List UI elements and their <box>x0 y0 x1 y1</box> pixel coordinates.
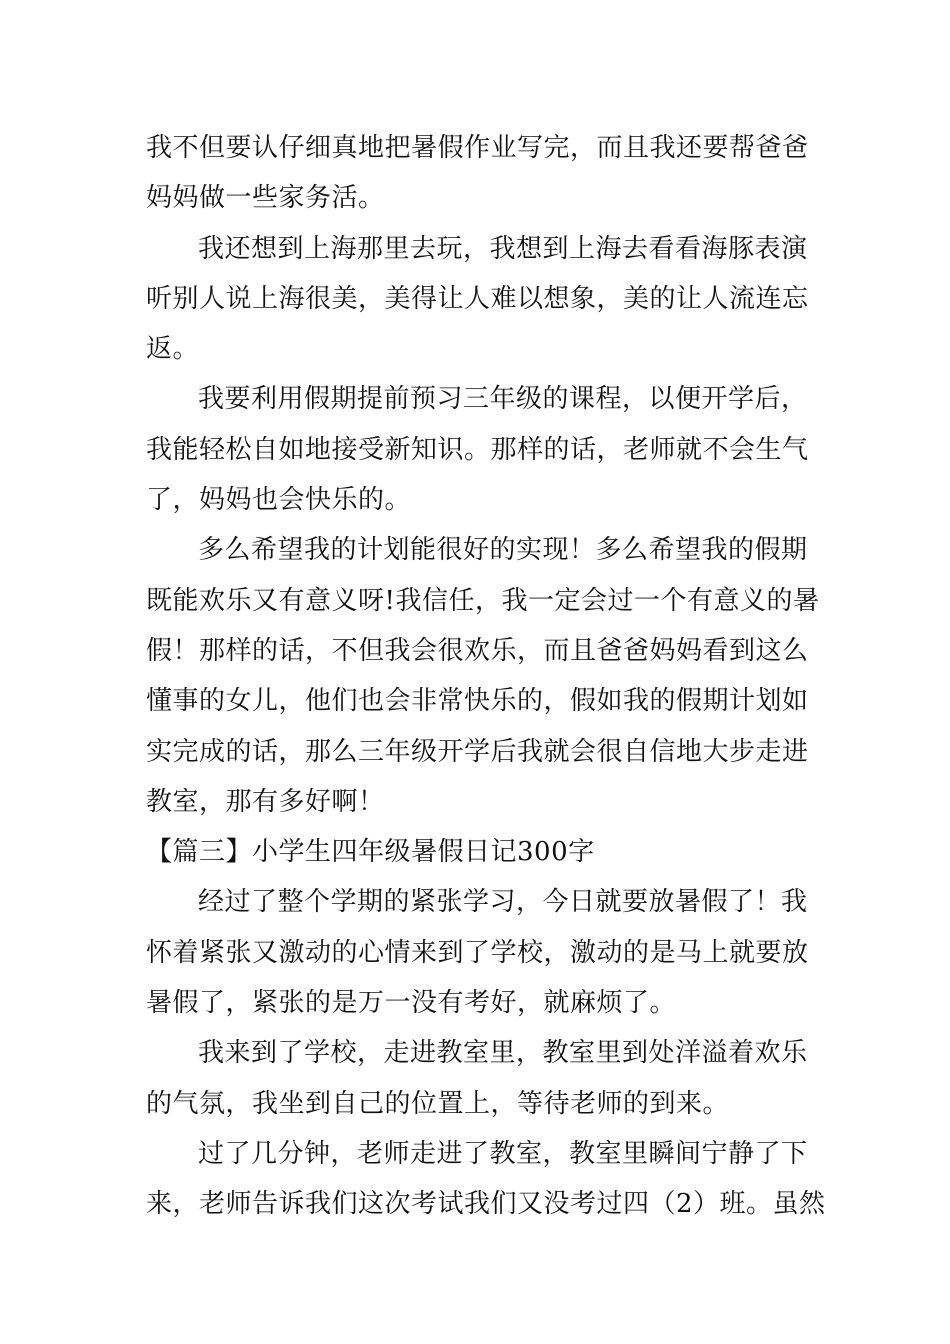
paragraph-first-line: 经过了整个学期的紧张学习，今日就要放暑假了！我 <box>198 887 808 918</box>
paragraph-first-line: 多么希望我的计划能很好的实现！多么希望我的假期 <box>198 535 808 566</box>
text-line: 听别人说上海很美，美得让人难以想象，美的让人流连忘 <box>146 283 809 314</box>
text-line: 了，妈妈也会快乐的。 <box>146 485 412 516</box>
text-line: 既能欢乐又有意义呀!我信任，我一定会过一个有意义的暑 <box>146 585 820 616</box>
text-line: 我能轻松自如地接受新知识。那样的话，老师就不会生气 <box>146 434 809 465</box>
text-line: 实完成的话，那么三年级开学后我就会很自信地大步走进 <box>146 736 809 767</box>
text-line: 教室，那有多好啊！ <box>146 786 385 817</box>
text-line: 怀着紧张又激动的心情来到了学校，激动的是马上就要放 <box>146 937 809 968</box>
text-line: 暑假了，紧张的是万一没有考好，就麻烦了。 <box>146 988 677 1019</box>
document-body <box>146 123 826 1230</box>
text-line: 妈妈做一些家务活。 <box>146 183 385 214</box>
paragraph-first-line: 过了几分钟，老师走进了教室，教室里瞬间宁静了下 <box>198 1138 808 1169</box>
text-line: 我不但要认仔细真地把暑假作业写完，而且我还要帮爸爸 <box>146 133 809 163</box>
paragraph-first-line: 我来到了学校，走进教室里，教室里到处洋溢着欢乐 <box>198 1038 808 1069</box>
paragraph-first-line: 我还想到上海那里去玩，我想到上海去看看海豚表演 <box>198 233 808 264</box>
text-line: 来，老师告诉我们这次考试我们又没考过四（2）班。虽然 <box>146 1189 826 1220</box>
text-line: 懂事的女儿，他们也会非常快乐的，假如我的假期计划如 <box>146 686 809 717</box>
text-line: 返。 <box>146 334 200 365</box>
text-line: 假！那样的话，不但我会很欢乐，而且爸爸妈妈看到这么 <box>146 635 809 666</box>
paragraph-first-line: 我要利用假期提前预习三年级的课程，以便开学后， <box>198 384 808 415</box>
text-line: 的气氛，我坐到自己的位置上，等待老师的到来。 <box>146 1088 730 1119</box>
section-heading: 【篇三】小学生四年级暑假日记300字 <box>146 837 595 868</box>
